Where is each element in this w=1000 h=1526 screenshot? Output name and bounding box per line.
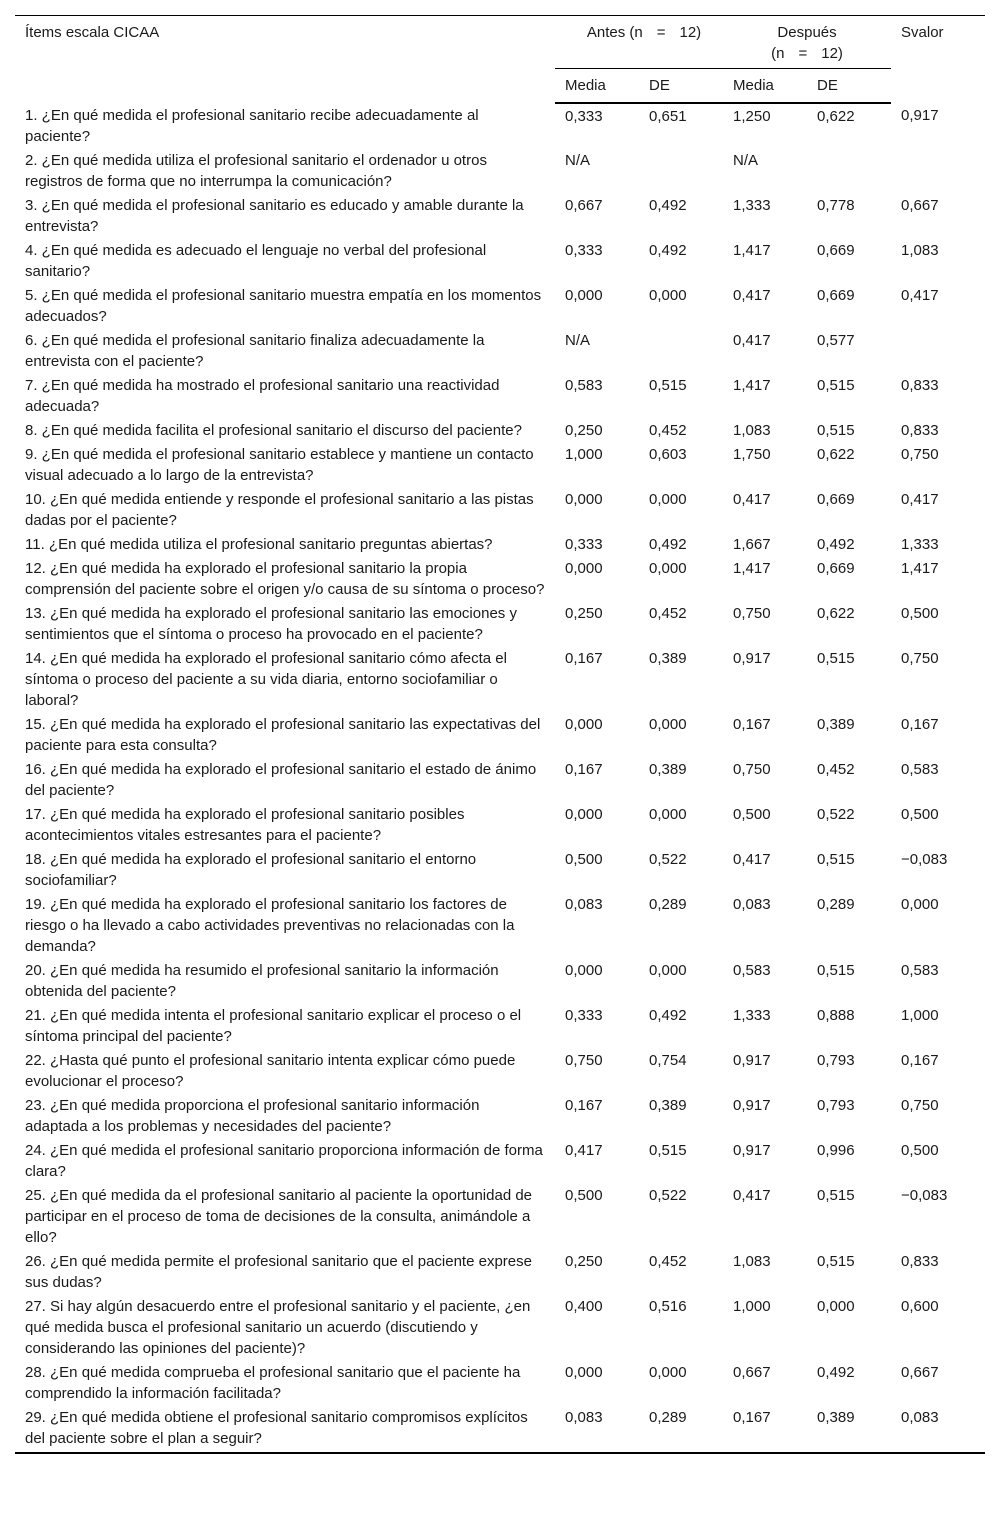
despues-media-value: 0,750 (733, 761, 771, 778)
table-row (15, 1360, 985, 1405)
antes-de-value: 0,492 (649, 242, 687, 259)
despues-media-value: 1,750 (733, 446, 771, 463)
header-antes-eq: = (656, 24, 666, 41)
despues-media-value: 0,583 (733, 962, 771, 979)
svalor-value: 1,000 (901, 1007, 939, 1024)
despues-de-value: 0,778 (817, 197, 855, 214)
antes-de-value: 0,522 (649, 851, 687, 868)
svalor-value: 0,833 (901, 422, 939, 439)
despues-media-value: 0,083 (733, 896, 771, 913)
table-row (15, 601, 985, 646)
antes-media-value: N/A (565, 332, 591, 349)
despues-media-value: 1,417 (733, 560, 771, 577)
header-despues-n-open: (n (771, 45, 785, 62)
despues-de-value: 0,515 (817, 650, 855, 667)
table-row (15, 757, 985, 802)
table-row (15, 1405, 985, 1453)
despues-de-value: 0,289 (817, 896, 855, 913)
item-text: 6. ¿En qué medida el profesional sanitario finaliza adecuadamente la entrevista con el paciente? (25, 332, 485, 370)
despues-de-value: 0,515 (817, 377, 855, 394)
table-row (15, 328, 985, 373)
antes-media-value: 0,333 (565, 242, 603, 259)
svalor-value: 0,583 (901, 962, 939, 979)
despues-de-value: 0,515 (817, 1187, 855, 1204)
item-text: 11. ¿En qué medida utiliza el profesional sanitario preguntas abiertas? (25, 536, 493, 553)
item-text: 28. ¿En qué medida comprueba el profesional sanitario que el paciente ha comprendido la información facilitada? (25, 1364, 521, 1402)
despues-de-value: 0,515 (817, 422, 855, 439)
item-text: 1. ¿En qué medida el profesional sanitario recibe adecuadamente al paciente? (25, 107, 479, 145)
antes-de-value: 0,515 (649, 377, 687, 394)
svalor-value: 0,000 (901, 896, 939, 913)
svalor-value: −0,083 (901, 851, 948, 868)
svalor-value: 0,667 (901, 197, 939, 214)
table-row (15, 1249, 985, 1294)
antes-media-value: 0,167 (565, 650, 603, 667)
item-text: 21. ¿En qué medida intenta el profesional sanitario explicar el proceso o el síntoma principal del paciente? (25, 1007, 522, 1045)
table-row (15, 103, 985, 148)
despues-de-value: 0,622 (817, 605, 855, 622)
despues-media-value: 0,167 (733, 716, 771, 733)
despues-de-value: 0,515 (817, 962, 855, 979)
cicaa-results-table (15, 15, 985, 1454)
antes-media-value: 0,333 (565, 536, 603, 553)
header-antes-media: Media (555, 69, 639, 104)
table-row (15, 418, 985, 442)
svalor-value: 0,667 (901, 1364, 939, 1381)
despues-de-value: 0,669 (817, 491, 855, 508)
antes-de-value: 0,000 (649, 806, 687, 823)
table-row (15, 193, 985, 238)
item-text: 7. ¿En qué medida ha mostrado el profesional sanitario una reactividad adecuada? (25, 377, 500, 415)
header-despues-label: Después (777, 24, 837, 41)
antes-de-value: 0,651 (649, 108, 687, 125)
table-row (15, 1003, 985, 1048)
svalor-value: 0,417 (901, 491, 939, 508)
antes-de-value: 0,603 (649, 446, 687, 463)
antes-de-value: 0,492 (649, 197, 687, 214)
header-antes-n: 12) (679, 24, 702, 41)
antes-de-value (639, 328, 723, 373)
table-body (15, 103, 985, 1453)
svalor-value: 0,500 (901, 605, 939, 622)
antes-media-value: 0,000 (565, 287, 603, 304)
antes-de-value: 0,000 (649, 491, 687, 508)
despues-media-value: 1,333 (733, 1007, 771, 1024)
table-row (15, 1183, 985, 1249)
antes-de-value: 0,389 (649, 761, 687, 778)
table-row (15, 283, 985, 328)
header-svalor: Svalor (901, 24, 944, 41)
despues-media-value: 1,083 (733, 1253, 771, 1270)
despues-de-value: 0,492 (817, 1364, 855, 1381)
despues-media-value: 0,417 (733, 287, 771, 304)
antes-de-value: 0,000 (649, 962, 687, 979)
item-text: 5. ¿En qué medida el profesional sanitario muestra empatía en los momentos adecuados? (25, 287, 542, 325)
antes-media-value: 0,250 (565, 605, 603, 622)
table-header (15, 16, 985, 104)
header-antes-group (555, 16, 723, 69)
table-row (15, 148, 985, 193)
item-text: 20. ¿En qué medida ha resumido el profesional sanitario la información obtenida del paciente? (25, 962, 499, 1000)
header-despues-media: Media (723, 69, 807, 104)
antes-media-value: 0,333 (565, 1007, 603, 1024)
table-row (15, 1138, 985, 1183)
header-despues-n: 12) (821, 45, 843, 62)
item-text: 9. ¿En qué medida el profesional sanitario establece y mantiene un contacto visual adecuado a lo largo de la entrevista? (25, 446, 534, 484)
item-text: 29. ¿En qué medida obtiene el profesional sanitario compromisos explícitos del paciente sobre el plan a seguir? (15, 1405, 555, 1453)
svalor-value: 0,833 (901, 377, 939, 394)
antes-de-value: 0,389 (649, 1097, 687, 1114)
despues-de-value: 0,515 (817, 1253, 855, 1270)
despues-de-value: 0,996 (817, 1142, 855, 1159)
antes-de-value: 0,516 (649, 1298, 687, 1315)
antes-de-value: 0,000 (649, 560, 687, 577)
svalor-value: −0,083 (901, 1187, 948, 1204)
antes-media-value: 0,333 (565, 108, 603, 125)
antes-de-value: 0,000 (649, 287, 687, 304)
antes-media-value: 0,000 (565, 716, 603, 733)
despues-media-value: 0,917 (733, 650, 771, 667)
antes-de-value: 0,522 (649, 1187, 687, 1204)
header-despues-n-line (723, 43, 891, 68)
antes-media-value: 0,083 (565, 896, 603, 913)
antes-media-value: 0,083 (555, 1405, 639, 1453)
table-row (15, 556, 985, 601)
despues-de-value: 0,622 (817, 446, 855, 463)
table-row (15, 646, 985, 712)
svalor-value (891, 148, 985, 193)
despues-de-value: 0,793 (817, 1052, 855, 1069)
svalor-value: 0,750 (901, 446, 939, 463)
despues-de-value: 0,515 (817, 851, 855, 868)
despues-de-value: 0,522 (817, 806, 855, 823)
antes-media-value: 0,000 (565, 806, 603, 823)
table-row (15, 442, 985, 487)
svalor-value: 1,417 (901, 560, 939, 577)
item-text: 19. ¿En qué medida ha explorado el profesional sanitario los factores de riesgo o ha llevado a cabo actividades preventivas no relacionadas con la demanda? (25, 896, 515, 955)
despues-media-value: 0,417 (733, 332, 771, 349)
despues-media-value: 0,917 (733, 1052, 771, 1069)
antes-media-value: 0,167 (565, 1097, 603, 1114)
item-text: 16. ¿En qué medida ha explorado el profesional sanitario el estado de ánimo del paciente? (25, 761, 537, 799)
table-row (15, 892, 985, 958)
antes-media-value: 0,000 (565, 1364, 603, 1381)
item-text: 13. ¿En qué medida ha explorado el profesional sanitario las emociones y sentimientos que el síntoma o proceso ha provocado en el paciente? (25, 605, 517, 643)
despues-media-value: N/A (733, 152, 759, 169)
svalor-value: 0,167 (901, 716, 939, 733)
despues-media-value: 0,917 (733, 1142, 771, 1159)
despues-media-value: 1,667 (733, 536, 771, 553)
despues-media-value: 0,667 (733, 1364, 771, 1381)
despues-de-value: 0,000 (817, 1298, 855, 1315)
table-row (15, 958, 985, 1003)
despues-de-value: 0,452 (817, 761, 855, 778)
despues-de-value: 0,389 (807, 1405, 891, 1453)
item-text: 10. ¿En qué medida entiende y responde el profesional sanitario a las pistas dadas por el paciente? (25, 491, 534, 529)
table-row (15, 1048, 985, 1093)
antes-de-value (639, 148, 723, 193)
antes-de-value: 0,289 (639, 1405, 723, 1453)
item-text: 22. ¿Hasta qué punto el profesional sanitario intenta explicar cómo puede evolucionar el proceso? (25, 1052, 516, 1090)
despues-media-value: 0,417 (733, 1187, 771, 1204)
item-text: 23. ¿En qué medida proporciona el profesional sanitario información adaptada a los problemas y necesidades del paciente? (25, 1097, 480, 1135)
header-antes-label: Antes (n (586, 24, 643, 41)
item-text: 25. ¿En qué medida da el profesional sanitario al paciente la oportunidad de participar en el proceso de toma de decisiones de la consulta, animándole a ello? (25, 1187, 533, 1246)
antes-de-value: 0,452 (649, 605, 687, 622)
svalor-value (891, 328, 985, 373)
antes-media-value: 0,500 (565, 1187, 603, 1204)
table-row (15, 487, 985, 532)
antes-de-value: 0,452 (649, 422, 687, 439)
table-row (15, 1294, 985, 1360)
svalor-value: 0,750 (901, 1097, 939, 1114)
table-row (15, 802, 985, 847)
antes-de-value: 0,515 (649, 1142, 687, 1159)
item-text: 14. ¿En qué medida ha explorado el profesional sanitario cómo afecta el síntoma o proceso del paciente a su vida diaria, entorno sociofamiliar o laboral? (25, 650, 507, 709)
header-despues-de: DE (807, 69, 891, 104)
table-row (15, 847, 985, 892)
despues-media-value: 0,917 (733, 1097, 771, 1114)
header-antes-de: DE (639, 69, 723, 104)
table-row (15, 373, 985, 418)
item-text: 12. ¿En qué medida ha explorado el profesional sanitario la propia comprensión del paciente sobre el origen y/o causa de su síntoma o proceso? (25, 560, 545, 598)
despues-media-value: 0,417 (733, 851, 771, 868)
item-text: 18. ¿En qué medida ha explorado el profesional sanitario el entorno sociofamiliar? (25, 851, 477, 889)
antes-de-value: 0,000 (649, 716, 687, 733)
svalor-value: 0,083 (891, 1405, 985, 1453)
antes-media-value: 0,667 (565, 197, 603, 214)
antes-media-value: 0,400 (565, 1298, 603, 1315)
antes-media-value: 0,000 (565, 491, 603, 508)
item-text: 8. ¿En qué medida facilita el profesional sanitario el discurso del paciente? (25, 422, 522, 439)
svalor-value: 1,333 (901, 536, 939, 553)
item-text: 2. ¿En qué medida utiliza el profesional sanitario el ordenador u otros registros de forma que no interrumpa la comunicación? (25, 152, 487, 190)
svalor-value: 0,167 (901, 1052, 939, 1069)
cicaa-table-container (15, 15, 985, 1454)
despues-media-value: 1,083 (733, 422, 771, 439)
antes-de-value: 0,452 (649, 1253, 687, 1270)
antes-de-value: 0,289 (649, 896, 687, 913)
antes-de-value: 0,492 (649, 536, 687, 553)
antes-media-value: 0,250 (565, 422, 603, 439)
despues-media-value: 0,167 (723, 1405, 807, 1453)
despues-de-value: 0,888 (817, 1007, 855, 1024)
item-text: 26. ¿En qué medida permite el profesional sanitario que el paciente exprese sus dudas? (25, 1253, 532, 1291)
header-despues-eq: = (798, 45, 808, 62)
item-text: 3. ¿En qué medida el profesional sanitario es educado y amable durante la entrevista? (25, 197, 524, 235)
antes-media-value: N/A (565, 152, 591, 169)
despues-media-value: 1,000 (733, 1298, 771, 1315)
despues-de-value: 0,622 (817, 108, 855, 125)
item-text: 24. ¿En qué medida el profesional sanitario proporciona información de forma clara? (25, 1142, 543, 1180)
despues-de-value: 0,492 (817, 536, 855, 553)
table-row (15, 532, 985, 556)
antes-media-value: 1,000 (565, 446, 603, 463)
antes-media-value: 0,167 (565, 761, 603, 778)
despues-media-value: 0,417 (733, 491, 771, 508)
despues-de-value: 0,389 (817, 716, 855, 733)
svalor-value: 0,583 (901, 761, 939, 778)
despues-media-value: 1,417 (733, 242, 771, 259)
antes-media-value: 0,000 (565, 560, 603, 577)
table-row (15, 1093, 985, 1138)
svalor-value: 0,917 (901, 107, 939, 124)
despues-de-value: 0,669 (817, 560, 855, 577)
table-row (15, 712, 985, 757)
despues-de-value (807, 148, 891, 193)
antes-media-value: 0,750 (565, 1052, 603, 1069)
svalor-value: 1,083 (901, 242, 939, 259)
item-text: 15. ¿En qué medida ha explorado el profesional sanitario las expectativas del paciente para esta consulta? (25, 716, 541, 754)
header-despues-group (723, 16, 891, 69)
item-text: 27. Si hay algún desacuerdo entre el profesional sanitario y el paciente, ¿en qué medida busca el profesional sanitario un acuerdo (discutiendo y considerando las opiniones del paciente)? (25, 1298, 531, 1357)
item-text: 4. ¿En qué medida es adecuado el lenguaje no verbal del profesional sanitario? (25, 242, 487, 280)
despues-media-value: 1,333 (733, 197, 771, 214)
despues-media-value: 1,250 (733, 108, 771, 125)
antes-de-value: 0,389 (649, 650, 687, 667)
despues-de-value: 0,669 (817, 242, 855, 259)
antes-media-value: 0,583 (565, 377, 603, 394)
svalor-value: 0,600 (901, 1298, 939, 1315)
header-items-label: Ítems escala CICAA (25, 24, 160, 41)
antes-media-value: 0,250 (565, 1253, 603, 1270)
antes-de-value: 0,000 (649, 1364, 687, 1381)
antes-media-value: 0,417 (565, 1142, 603, 1159)
antes-de-value: 0,754 (649, 1052, 687, 1069)
svalor-value: 0,833 (901, 1253, 939, 1270)
svalor-value: 0,500 (901, 1142, 939, 1159)
despues-de-value: 0,793 (817, 1097, 855, 1114)
table-row (15, 238, 985, 283)
despues-de-value: 0,669 (817, 287, 855, 304)
svalor-value: 0,500 (901, 806, 939, 823)
despues-media-value: 0,500 (733, 806, 771, 823)
antes-de-value: 0,492 (649, 1007, 687, 1024)
despues-media-value: 1,417 (733, 377, 771, 394)
antes-media-value: 0,000 (565, 962, 603, 979)
antes-media-value: 0,500 (565, 851, 603, 868)
svalor-value: 0,750 (901, 650, 939, 667)
despues-media-value: 0,750 (733, 605, 771, 622)
despues-de-value: 0,577 (817, 332, 855, 349)
svalor-value: 0,417 (901, 287, 939, 304)
item-text: 17. ¿En qué medida ha explorado el profesional sanitario posibles acontecimientos vitales estresantes para el paciente? (25, 806, 465, 844)
